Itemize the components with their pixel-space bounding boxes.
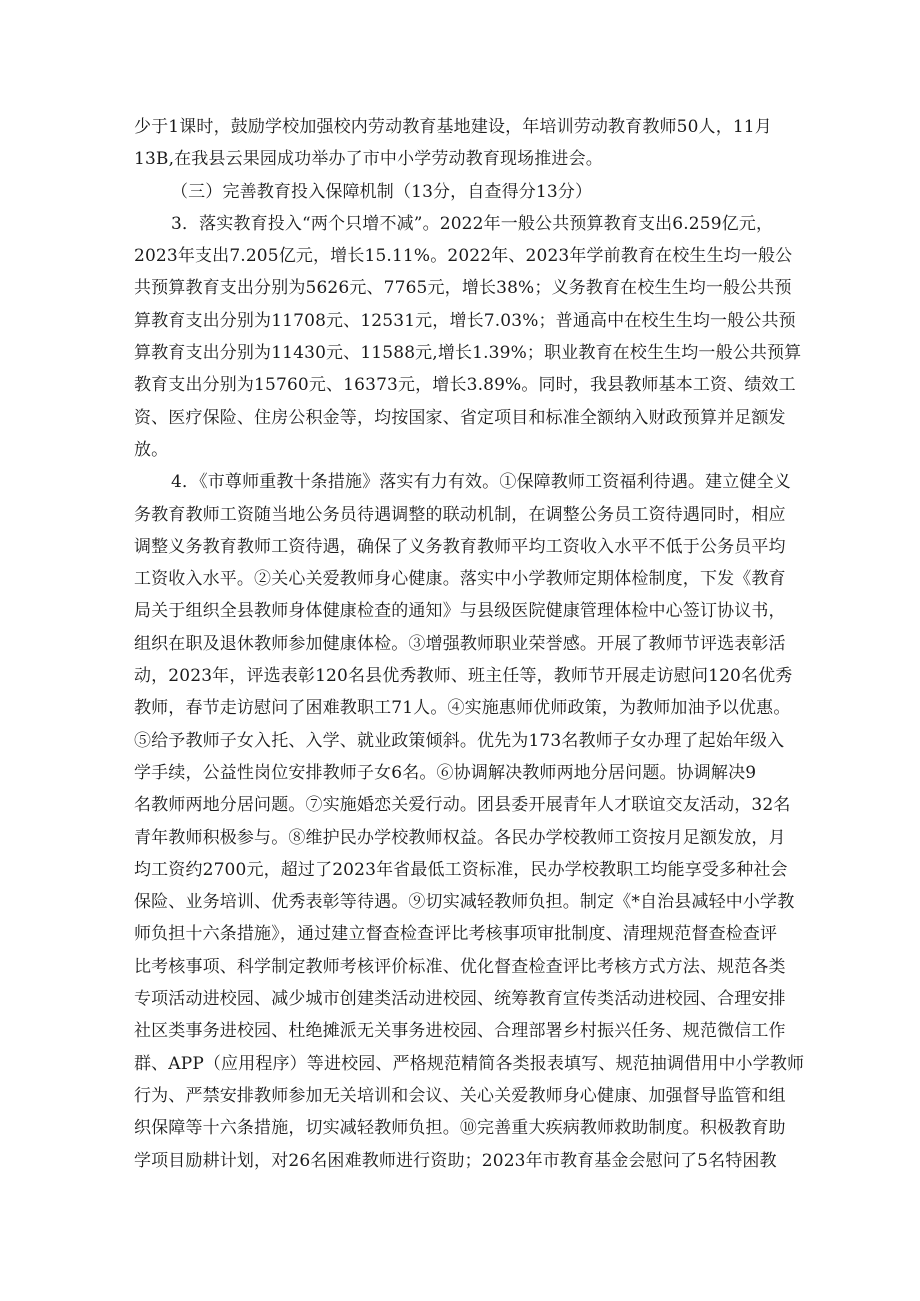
text-line: 动，2023年，评选表彰120名县优秀教师、班主任等，教师节开展走访慰问120名优秀 [134,666,793,687]
text-line: 行为、严禁安排教师参加无关培训和会议、关心关爱教师身心健康、加强督导监管和组 [134,1085,786,1106]
text-line: 算教育支出分别为11430元、11588元,增长1.39%；职业教育在校生生均一般公共预算 [134,343,802,364]
text-line: 群、APP（应用程序）等进校园、严格规范精简各类报表填写、规范抽调借用中小学教师 [134,1053,805,1074]
text-line: 师负担十六条措施》，通过建立督查检查评比考核事项审批制度、清理规范督查检查评 [134,924,778,945]
text-line: 算教育支出分别为11708元、12531元，增长7.03%；普通高中在校生生均一般公共预 [134,310,796,331]
text-line: 少于1课时，鼓励学校加强校内劳动教育基地建设，年培训劳动教育教师50人，11月 [134,117,772,137]
text-line: 调整义务教育教师工资待遇，确保了义务教育教师平均工资收入水平不低于公务员平均 [134,536,786,557]
text-line: 资、医疗保险、住房公积金等，均按国家、省定项目和标准全额纳入财政预算并足额发 [134,407,786,428]
paragraph-start-line: 4．《市尊师重教十条措施》落实有力有效。①保障教师工资福利待遇。建立健全义 [171,472,791,493]
text-line: 名教师两地分居问题。⑦实施婚恋关爱行动。团县委开展青年人才联谊交友活动，32名 [134,795,791,816]
text-line: 均工资约2700元，超过了2023年省最低工资标准，民办学校教职工均能享受多种社会 [134,859,788,880]
text-line: 保险、业务培训、优秀表彰等待遇。⑨切实减轻教师负担。制定《*自治县减轻中小学教 [134,892,795,913]
text-line: 学手续，公益性岗位安排教师子女6名。⑥协调解决教师两地分居问题。协调解决9 [134,762,757,783]
text-line: 比考核事项、科学制定教师考核评价标准、优化督查检查评比考核方式方法、规范各类 [134,956,786,977]
text-line: 工资收入水平。②关心关爱教师身心健康。落实中小学教师定期体检制度，下发《教育 [134,569,786,590]
section-heading: （三）完善教育投入保障机制（13分，自查得分13分） [171,181,593,202]
text-line: 局关于组织全县教师身体健康检查的通知》与县级医院健康管理体检中心签订协议书， [134,601,786,622]
paragraph-start-line: 3．落实教育投入“两个只增不减”。2022年一般公共预算教育支出6.259亿元， [171,213,774,234]
text-line: 13B,在我县云果园成功举办了市中小学劳动教育现场推进会。 [134,149,603,170]
text-line: 务教育教师工资随当地公务员待遇调整的联动机制，在调整公务员工资待遇同时，相应 [134,504,786,525]
text-line: 教师，春节走访慰问了困难教职工71人。④实施惠师优师政策，为教师加油予以优惠。 [134,698,791,719]
text-line: 织保障等十六条措施，切实减轻教师负担。⑩完善重大疾病教师救助制度。积极教育助 [134,1118,786,1139]
text-line: 专项活动进校园、减少城市创建类活动进校园、统筹教育宣传类活动进校园、合理安排 [134,989,786,1010]
text-line: 2023年支出7.205亿元，增长15.11%。2022年、2023年学前教育在校生生均一般公 [134,246,793,267]
text-line: 共预算教育支出分别为5626元、7765元，增长38%；义务教育在校生生均一般公共预 [134,278,792,299]
text-line: 青年教师积极参与。⑧维护民办学校教师权益。各民办学校教师工资按月足额发放，月 [134,827,786,848]
text-line: 社区类事务进校园、杜绝摊派无关事务进校园、合理部署乡村振兴任务、规范微信工作 [134,1021,786,1042]
text-line: 教育支出分别为15760元、16373元，增长3.89%。同时，我县教师基本工资、绩效工 [134,375,796,396]
text-line: ⑤给予教师子女入托、入学、就业政策倾斜。优先为173名教师子女办理了起始年级入 [134,730,785,751]
document-page [134,111,805,1177]
text-line: 放。 [134,439,169,460]
text-line: 学项目励耕计划，对26名困难教师进行资助；2023年市教育基金会慰问了5名特困教 [134,1150,777,1171]
text-line: 组织在职及退休教师参加健康体检。③增强教师职业荣誉感。开展了教师节评选表彰活 [134,633,786,654]
